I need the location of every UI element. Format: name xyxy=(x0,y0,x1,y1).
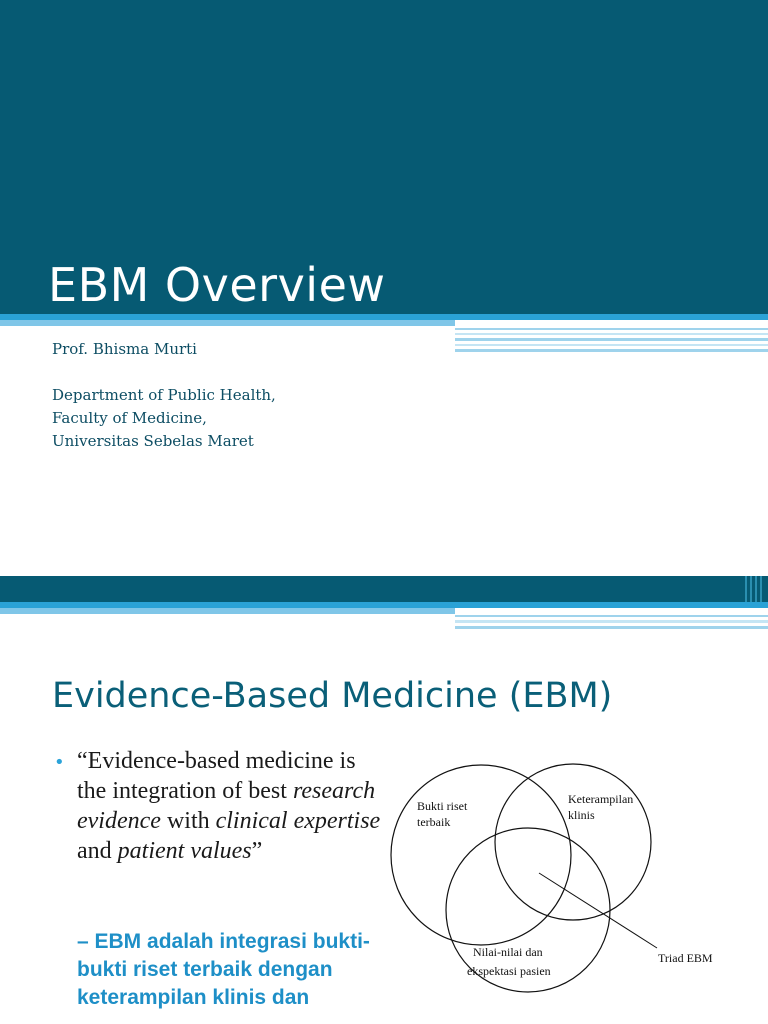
affiliation-line: Department of Public Health, xyxy=(52,386,276,404)
slide-separator xyxy=(0,536,768,576)
venn-label: terbaik xyxy=(417,815,451,829)
header-stripe xyxy=(455,333,768,335)
ebm-definition-quote: “Evidence-based medicine is the integration of best research evidence with clinical expertise and patient values” xyxy=(77,748,381,864)
slide2-header-edge xyxy=(760,576,762,602)
slide-title: EBM Overview xyxy=(48,258,386,312)
header-stripe xyxy=(0,320,455,326)
ebm-triad-venn-diagram xyxy=(385,755,768,1000)
sub-bullet-translation: – EBM adalah integrasi bukti-bukti riset terbaik dengan keterampilan klinis dan xyxy=(77,930,370,1009)
triad-label: Triad EBM xyxy=(658,951,713,965)
slide-title: Evidence-Based Medicine (EBM) xyxy=(52,676,613,716)
header-stripe xyxy=(455,328,768,330)
slide2-header-edge xyxy=(745,576,747,602)
header-stripe xyxy=(455,349,768,352)
slide2-stripe xyxy=(455,615,768,617)
venn-label: klinis xyxy=(568,808,595,822)
bullet-icon: • xyxy=(54,752,65,773)
affiliation-line: Faculty of Medicine, xyxy=(52,409,207,427)
header-stripe xyxy=(455,338,768,341)
venn-circle-evidence xyxy=(391,765,571,945)
venn-label: ekspektasi pasien xyxy=(467,964,551,978)
venn-label: Keterampilan xyxy=(568,792,634,806)
venn-label: Nilai-nilai dan xyxy=(473,945,543,959)
author-name: Prof. Bhisma Murti xyxy=(52,340,197,358)
header-stripe xyxy=(455,344,768,346)
slide2-stripe xyxy=(455,626,768,629)
slide2-stripe xyxy=(0,608,455,614)
affiliation-line: Universitas Sebelas Maret xyxy=(52,432,254,450)
slide2-stripe xyxy=(455,620,768,623)
triad-pointer-line xyxy=(539,873,657,948)
slide2-header-edge xyxy=(750,576,752,602)
slide2-header-bar xyxy=(0,576,768,602)
venn-label: Bukti riset xyxy=(417,799,468,813)
slide2-header-edge xyxy=(755,576,757,602)
